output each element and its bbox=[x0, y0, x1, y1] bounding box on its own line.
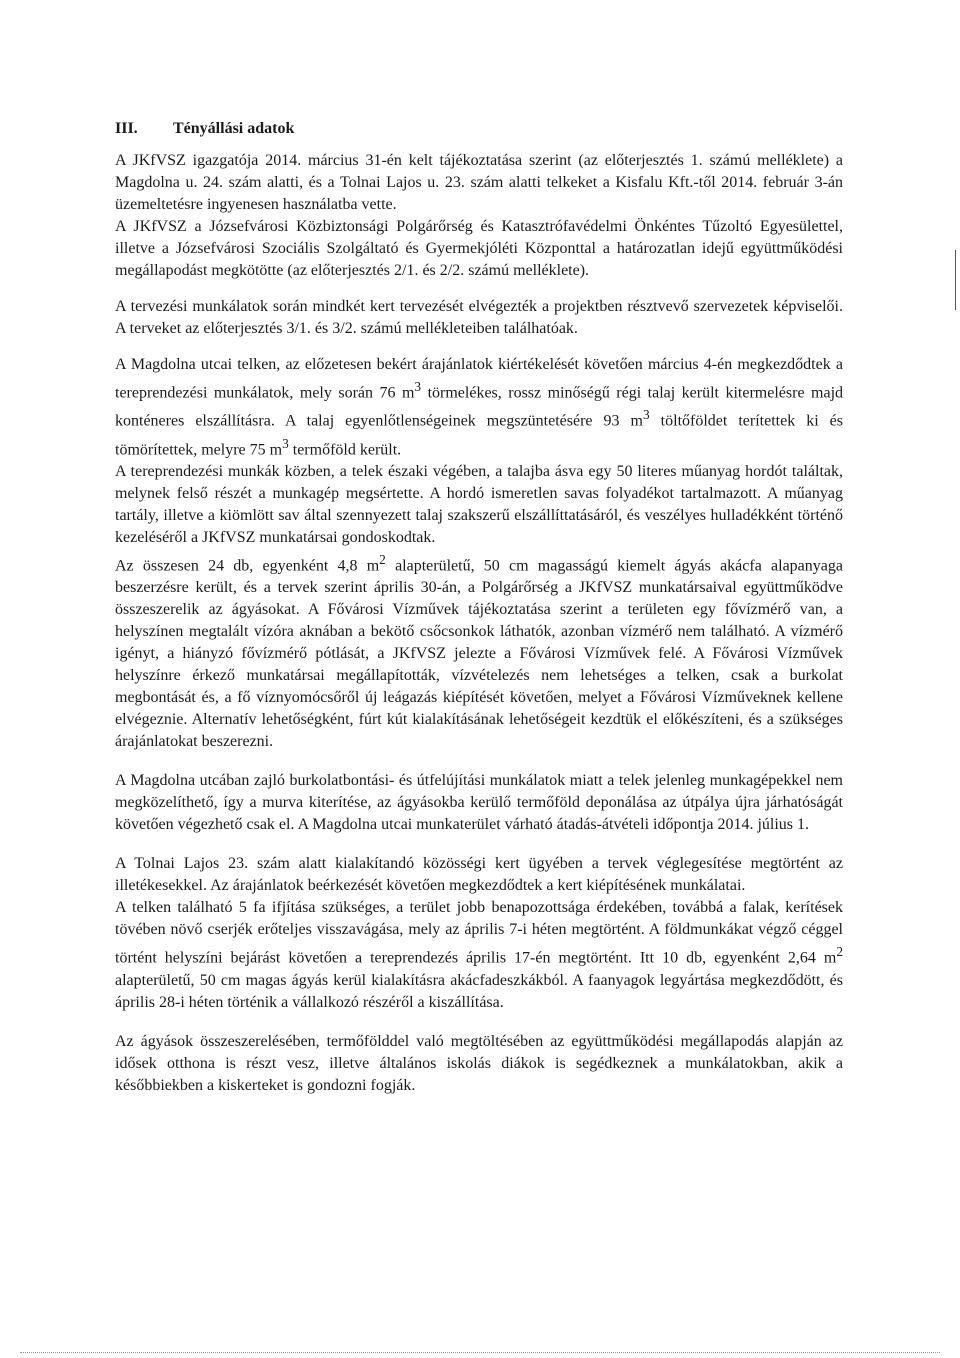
paragraph-road-works: A Magdolna utcában zajló burkolatbontási- és útfelújítási munkálatok miatt a telek jelenleg munkagépekkel nem megközelíthető, így a murva kiterítése, az ágyásokba kerülő termőföld deponálása az útpálya újra járhatóságát követően végezhető csak el. A Magdolna utcai munkaterület várható átadás-átvételi időpontja 2014. július 1. bbox=[115, 772, 843, 834]
document-body bbox=[115, 118, 843, 1097]
paragraph-usage-transfer: A JKfVSZ igazgatója 2014. március 31-én kelt tájékoztatása szerint (az előterjesztés 1. számú melléklete) a Magdolna u. 24. szám alatti, és a Tolnai Lajos u. 23. szám alatti telkeket a Kisfalu Kft.-től 2014. február 3-án üzemeltetésre ingyenesen használatba vette. bbox=[115, 152, 843, 213]
paragraph-barrel-found: A tereprendezési munkák közben, a telek északi végében, a talajba ásva egy 50 literes műanyag hordót találtak, melynek felső részét a munkagép megsértette. A hordó ismeretlen savas folyadékot tartalmazott. A műanyag tartály, illetve a kiömlött sav által szennyezett talaj szakszerű elszállíttatásáról, és veszélyes hulladékként történő kezeléséről a JKfVSZ munkatársai gondoskodtak. bbox=[115, 462, 843, 546]
section-heading bbox=[115, 118, 843, 140]
scan-bottom-artifact bbox=[20, 1352, 940, 1355]
paragraph-planning: A tervezési munkálatok során mindkét kert tervezését elvégezték a projektben résztvevő szervezetek képviselői. A terveket az előterjesztés 3/1. és 3/2. számú mellékleteiben találhatóak. bbox=[115, 298, 843, 337]
paragraph-raised-beds-water: Az összesen 24 db, egyenként 4,8 $m^2$ alapterületű, 50 cm magasságú kiemelt ágyás akácfa alapanyaga beszerzésre került, és a tervek szerint április 30-án, a Polgárőrség a JKfVSZ munkatársaival együttműködve összeszerelik az ágyásokat. A Fővárosi Vízművek tájékoztatása szerint a területen egy fővízmérő van, a helyszínen megtalált vízóra aknában a bekötő csőcsonkok láthatók, azonban vízmérő nem található. A vízmérő igényt, a hiányzó fővízmérő pótlását, a JKfVSZ jelezte a Fővárosi Vízművek felé. A Fővárosi Vízművek helyszínre érkező munkatársai megállapították, vízvételezés nem lehetséges a telken, csak a burkolat megbontását és, a fő víznyomócsőről új leágazás kiépítését követően, melyet a Fővárosi Vízműveknek kellene elvégeznie. Alternatív lehetőségként, fúrt kút kialakításának lehetőségeit kezdtük el előkészíteni, és a szükséges árajánlatokat beszerezni. bbox=[115, 551, 843, 751]
paragraph-cooperation-agreement: A JKfVSZ a Józsefvárosi Közbiztonsági Polgárőrség és Katasztrófavédelmi Önkéntes Tűzoltó Egyesülettel, illetve a Józsefvárosi Szociális Szolgáltató és Gyermekjóléti Központtal a határozatlan idejű együttműködési megállapodást megkötötte (az előterjesztés 2/1. és 2/2. számú melléklete). bbox=[115, 218, 843, 279]
paragraph-tolnai-works: A telken található 5 fa ifjítása szükséges, a terület jobb benapozottsága érdekében, továbbá a falak, kerítések tövében növő cserjék erőteljes visszavágása, mely az április 7-i héten megtörtént. A földmunkákat végző céggel történt helyszíni bejárást követően a tereprendezés április 17-én megtörtént. Itt 10 db, egyenként 2,64 $m^2$ alapterületű, 50 cm magas ágyás kerül kialakításra akácfadeszkákból. A faanyagok legyártása megkezdődött, és április 28-i héten történik a vállalkozó részéről a kiszállítása. bbox=[115, 899, 843, 1011]
paragraph-magdolna-groundwork: A Magdolna utcai telken, az előzetesen bekért árajánlatok kiértékelését követően március 4-én megkezdődtek a tereprendezési munkálatok, mely során 76 $m^3$ törmelékes, rossz minőségű régi talaj került kitermelésre majd konténeres elszállításra. A talaj egyenlőtlenségeinek megszüntetésére 93 $m^3$ töltőföldet terítettek ki és tömörítettek, melyre 75 $m^3$ termőföld került. bbox=[115, 356, 844, 458]
section-number: III. bbox=[115, 120, 138, 137]
paragraph-community-help: Az ágyások összeszerelésében, termőfölddel való megtöltésében az együttműködési megállapodás alapján az idősek otthona is részt vesz, illetve általános iskolás diákok is segédkeznek a munkálatokban, akik a későbbiekben a kiskerteket is gondozni fogják. bbox=[115, 1032, 843, 1094]
paragraph-tolnai-plans: A Tolnai Lajos 23. szám alatt kialakítandó közösségi kert ügyében a tervek véglegesítése megtörtént az illetékesekkel. Az árajánlatok beérkezését követően megkezdődtek a kert kiépítésének munkálatai. bbox=[115, 855, 843, 895]
section-title: Tényállási adatok bbox=[173, 120, 295, 137]
scan-edge-mark bbox=[955, 250, 956, 310]
